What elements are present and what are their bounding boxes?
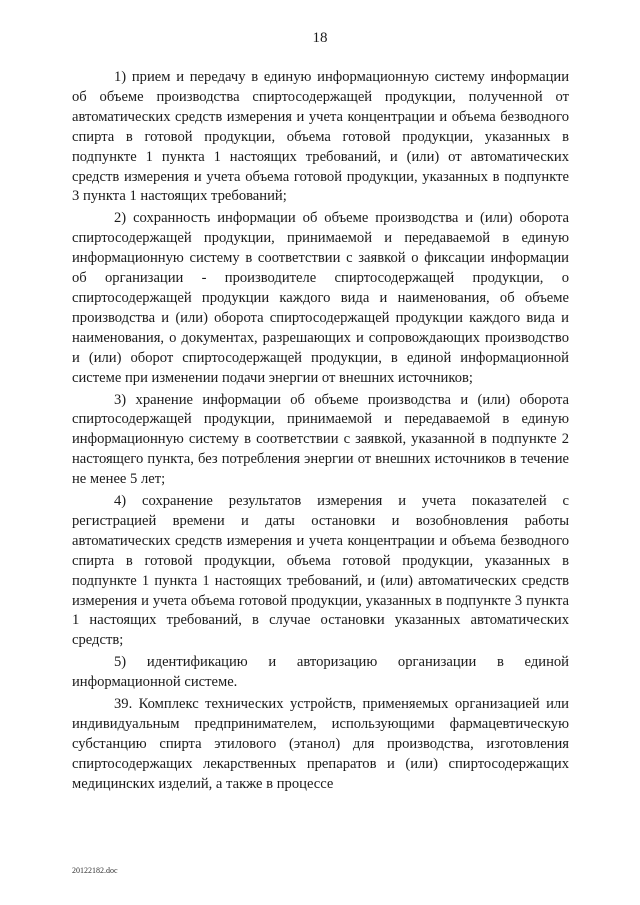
paragraph-clause-39: 39. Комплекс технических устройств, применяемых организацией или индивидуальным предпринимателем, использующими фармацевтическую субстанцию спирта этилового (этанол) для производства, изготовления спиртосодержащих лекарственных препаратов и (или) спиртосодержащих медицинских изделий, а также в процессе: [72, 696, 569, 792]
document-body: [72, 68, 569, 797]
paragraph-item-2: 2) сохранность информации об объеме производства и (или) оборота спиртосодержащей продукции, принимаемой и передаваемой в единую информационную систему в соответствии с заявкой о фиксации информации об организации - производителе спиртосодержащей продукции, о спиртосодержащей продукции каждого вида и наименования, об объеме производства и (или) оборота спиртосодержащей продукции каждого вида и наименования, о документах, разрешающих и сопровождающих производство и (или) оборот спиртосодержащей продукции, в единой информационной системе при изменении подачи энергии от внешних источников;: [72, 210, 569, 386]
page-number: 18: [312, 30, 328, 46]
paragraph-item-5: 5) идентификацию и авторизацию организации в единой информационной системе.: [72, 654, 569, 691]
paragraph-item-3: 3) хранение информации об объеме производства и (или) оборота спиртосодержащей продукции, принимаемой и передаваемой в единую информационную систему в соответствии с заявкой, указанной в подпункте 2 настоящего пункта, без потребления энергии от внешних источников в течение не менее 5 лет;: [72, 391, 569, 488]
paragraph-item-1: 1) прием и передачу в единую информационную систему информации об объеме производства спиртосодержащей продукции, полученной от автоматических средств измерения и учета концентрации и объема безводного спирта в готовой продукции, объема готовой продукции, указанных в подпункте 1 пункта 1 настоящих требований, и (или) от автоматических средств измерения и учета объема готовой продукции, указанных в подпункте 3 пункта 1 настоящих требований;: [72, 69, 569, 205]
paragraph-item-4: 4) сохранение результатов измерения и учета показателей с регистрацией времени и даты остановки и возобновления работы автоматических средств измерения и учета концентрации и объема безводного спирта в готовой продукции, объема готовой продукции, указанных в подпункте 1 пункта 1 настоящих требований, и (или) автоматических средств измерения и учета объема готовой продукции, указанных в подпункте 3 пункта 1 настоящих требований, в случае остановки указанных автоматических средств;: [72, 493, 569, 649]
footer-filename: 20122182.doc: [72, 866, 118, 875]
